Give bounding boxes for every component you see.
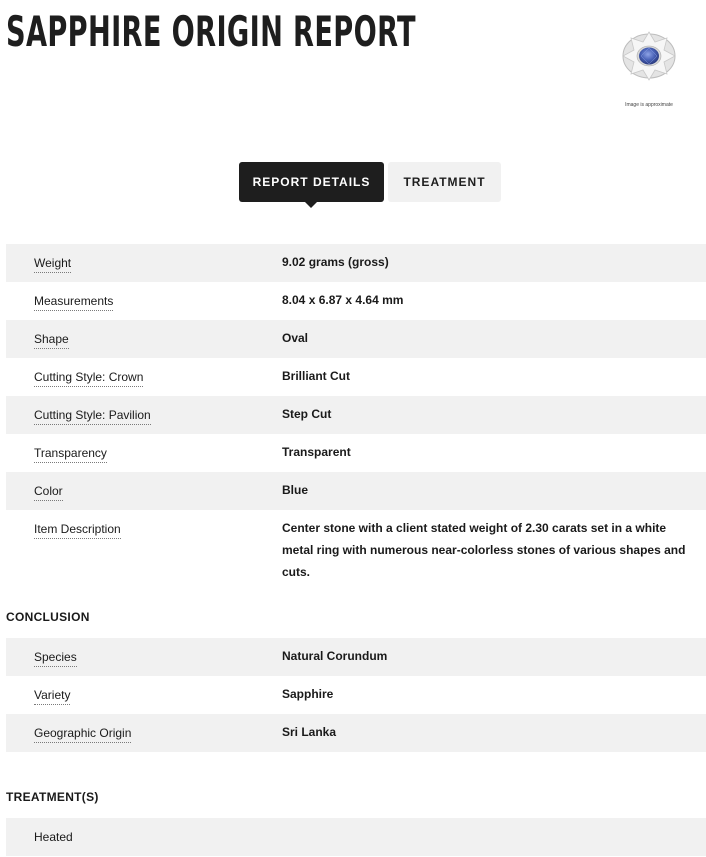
row-value: Oval <box>282 331 309 345</box>
row-label[interactable]: Measurements <box>34 294 113 311</box>
report-details-table <box>6 244 706 583</box>
row-label[interactable]: Species <box>34 650 77 667</box>
table-row <box>6 714 706 752</box>
row-label[interactable]: Weight <box>34 256 71 273</box>
row-value: Sri Lanka <box>282 725 337 739</box>
sapphire-ring-image <box>620 30 678 82</box>
page-title: SAPPHIRE ORIGIN REPORT <box>6 7 416 56</box>
row-value: 9.02 grams (gross) <box>282 255 389 269</box>
row-value: Transparent <box>282 445 351 459</box>
row-value: Natural Corundum <box>282 649 388 663</box>
row-label[interactable]: Cutting Style: Crown <box>34 370 143 387</box>
row-label[interactable]: Color <box>34 484 63 501</box>
row-value: Brilliant Cut <box>282 369 350 383</box>
tab-report-details[interactable]: REPORT DETAILS <box>239 162 384 202</box>
row-label[interactable]: Variety <box>34 688 70 705</box>
row-value: Sapphire <box>282 687 334 701</box>
row-label[interactable]: Shape <box>34 332 69 349</box>
conclusion-table <box>6 638 706 752</box>
treatments-table <box>6 818 706 856</box>
row-value: Step Cut <box>282 407 332 421</box>
image-caption: Image is approximate <box>625 102 673 108</box>
treatments-heading: TREATMENT(S) <box>6 790 99 804</box>
row-label[interactable]: Transparency <box>34 446 107 463</box>
conclusion-heading: CONCLUSION <box>6 610 90 624</box>
table-row <box>6 510 706 583</box>
tab-bar <box>0 162 706 212</box>
row-label[interactable]: Geographic Origin <box>34 726 131 743</box>
row-value: Center stone with a client stated weight of 2.30 carats set in a white metal ring with numerous near-colorless stones of various shapes and cuts. <box>282 521 686 579</box>
tab-treatment[interactable]: TREATMENT <box>388 162 501 202</box>
row-value: 8.04 x 6.87 x 4.64 mm <box>282 293 404 307</box>
row-label: Heated <box>34 830 73 844</box>
row-value <box>282 813 706 825</box>
table-row <box>6 818 706 856</box>
row-value: Blue <box>282 483 309 497</box>
row-label[interactable]: Cutting Style: Pavilion <box>34 408 151 425</box>
row-label[interactable]: Item Description <box>34 522 121 539</box>
